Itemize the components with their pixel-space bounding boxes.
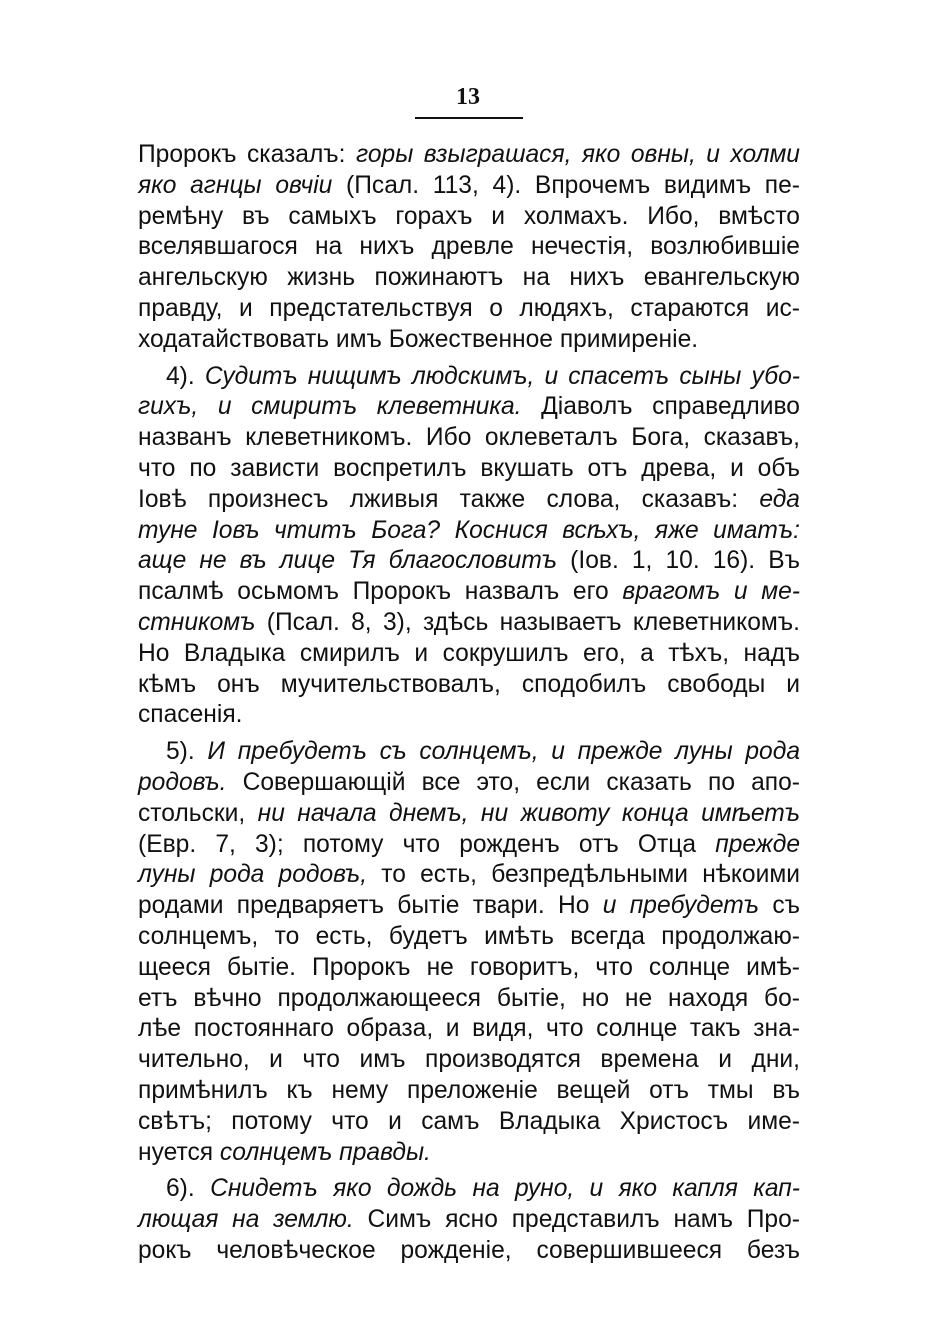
text-line <box>138 263 800 294</box>
text-line <box>138 202 800 233</box>
text-line <box>138 1076 800 1107</box>
italic-quote-segment: гихъ, и смиритъ клеветника. <box>138 393 522 421</box>
text-line <box>138 799 800 830</box>
text-line <box>138 577 800 608</box>
paragraph <box>138 140 800 356</box>
text-segment: Симъ ясно представилъ намъ Про- <box>353 1206 800 1234</box>
text-segment: (Псал. 8, 3), здѣсь называетъ клеветникомъ. <box>255 608 800 636</box>
text-segment: (Псал. 113, 4). Впрочемъ видимъ пе- <box>332 171 800 199</box>
text-segment: спасенiя. <box>138 701 243 729</box>
italic-quote-segment: Снидетъ яко дождь на руно, и яко капля кап- <box>210 1175 800 1203</box>
text-segment: лѣе постояннаго образа, и видя, что солнце такъ зна- <box>138 1015 800 1043</box>
text-segment: примѣнилъ къ нему преложенiе вещей отъ тмы въ <box>138 1076 800 1104</box>
text-segment: то есть, безпредѣльными нѣкоими <box>367 861 800 889</box>
text-line <box>138 1107 800 1138</box>
text-segment: 5). <box>166 738 208 766</box>
italic-quote-segment: луны рода родовъ, <box>138 861 368 889</box>
text-segment: (Евр. 7, 3); потому что рожденъ отъ Отца <box>138 830 716 858</box>
text-line <box>138 1236 800 1267</box>
page-number-rule <box>415 117 523 119</box>
text-segment: Iовѣ произнесъ лживыя также слова, сказавъ: <box>138 485 760 513</box>
text-line <box>138 485 800 516</box>
text-segment: 4). <box>166 362 205 390</box>
text-segment: нуется <box>138 1138 220 1166</box>
text-segment: вселявшагося на нихъ древле нечестiя, возлюбившiе <box>138 233 800 261</box>
text-segment: (Iов. 1, 10. 16). Въ <box>557 547 800 575</box>
text-segment: ремѣну въ самыхъ горахъ и холмахъ. Ибо, вмѣсто <box>138 202 800 230</box>
italic-quote-segment: ни начала днемъ, ни животу конца имѣетъ <box>257 799 800 827</box>
text-line <box>138 737 800 768</box>
text-segment: родами предваряетъ бытiе твари. Но <box>138 892 603 920</box>
text-segment: ангельскую жизнь пожинаютъ на нихъ евангельскую <box>138 264 800 292</box>
text-segment: етъ вѣчно продолжающееся бытiе, но не находя бо- <box>138 984 800 1012</box>
text-line <box>138 516 800 547</box>
text-line <box>138 140 800 171</box>
text-line <box>138 546 800 577</box>
text-segment: псалмѣ осьмомъ Пророкъ назвалъ его <box>138 578 623 606</box>
italic-quote-segment: прежде <box>715 830 800 858</box>
text-line <box>138 1045 800 1076</box>
text-line <box>138 1014 800 1045</box>
paragraph <box>138 362 800 732</box>
text-segment: названъ клеветникомъ. Ибо оклеветалъ Бога, сказавъ, <box>138 424 800 452</box>
text-segment: щееся бытiе. Пророкъ не говоритъ, что солнце имѣ- <box>138 953 800 981</box>
text-segment: Дiаволъ справедливо <box>521 393 800 421</box>
text-line <box>138 423 800 454</box>
italic-quote-segment: солнцемъ правды. <box>219 1138 431 1166</box>
italic-quote-segment: И пребудетъ съ солнцемъ, и прежде луны рода <box>207 738 801 766</box>
text-segment: солнцемъ, то есть, будетъ имѣть всегда продолжаю- <box>138 922 800 950</box>
paragraph <box>138 737 800 1168</box>
text-segment: свѣтъ; потому что и самъ Владыка Христосъ име- <box>138 1107 800 1135</box>
text-line <box>138 294 800 325</box>
italic-quote-segment: врагомъ и ме- <box>622 578 800 606</box>
italic-quote-segment: яко агнцы овчiи <box>138 171 333 199</box>
italic-quote-segment: родовъ. <box>138 768 227 796</box>
italic-quote-segment: горы взыграшася, яко овны, и холми <box>355 141 800 168</box>
text-line <box>138 953 800 984</box>
text-line <box>138 232 800 263</box>
text-line <box>138 1205 800 1236</box>
text-segment: Пророкъ сказалъ: <box>138 141 356 168</box>
text-line <box>138 1174 800 1205</box>
text-segment: рокъ человѣческое рожденiе, совершившееся безъ <box>138 1236 800 1264</box>
text-segment: чительно, и что имъ производятся времена и дни, <box>138 1046 800 1074</box>
text-line <box>138 830 800 861</box>
text-line <box>138 860 800 891</box>
body-text <box>138 140 800 1267</box>
text-line <box>138 700 800 731</box>
italic-quote-segment: Судитъ нищимъ людскимъ, и спасетъ сыны убо- <box>204 362 800 390</box>
page-number: 13 <box>456 84 480 110</box>
italic-quote-segment: лющая на землю. <box>138 1206 354 1234</box>
text-segment: кѣмъ онъ мучительствовалъ, сподобилъ свободы и <box>138 670 800 698</box>
text-line <box>138 670 800 701</box>
text-line <box>138 454 800 485</box>
text-line <box>138 1138 800 1169</box>
text-line <box>138 608 800 639</box>
text-line <box>138 325 800 356</box>
text-segment: правду, и предстательствуя о людяхъ, стараются ис- <box>138 294 800 322</box>
text-segment: Совершающiй все это, если сказать по апо- <box>226 768 800 796</box>
text-line <box>138 639 800 670</box>
text-segment: съ <box>759 892 800 920</box>
italic-quote-segment: еда <box>759 485 800 513</box>
italic-quote-segment: туне Iовъ чтитъ Бога? Коснися всѣхъ, яже иматъ: <box>138 516 800 544</box>
text-line <box>138 922 800 953</box>
paragraph <box>138 1174 800 1266</box>
italic-quote-segment: стникомъ <box>138 608 256 636</box>
text-line <box>138 362 800 393</box>
text-segment: 6). <box>166 1175 211 1203</box>
italic-quote-segment: аще не въ лице Тя благословитъ <box>138 547 558 575</box>
text-line <box>138 768 800 799</box>
text-segment: стольски, <box>138 799 258 827</box>
text-line <box>138 891 800 922</box>
text-line <box>138 392 800 423</box>
italic-quote-segment: и пребудетъ <box>602 892 760 920</box>
text-segment: что по зависти воспретилъ вкушать отъ древа, и объ <box>138 454 800 482</box>
text-line <box>138 984 800 1015</box>
text-segment: Но Владыка смирилъ и сокрушилъ его, а тѣхъ, надъ <box>138 639 800 667</box>
text-segment: ходатайствовать имъ Божественное примиренiе. <box>138 325 699 353</box>
text-line <box>138 171 800 202</box>
